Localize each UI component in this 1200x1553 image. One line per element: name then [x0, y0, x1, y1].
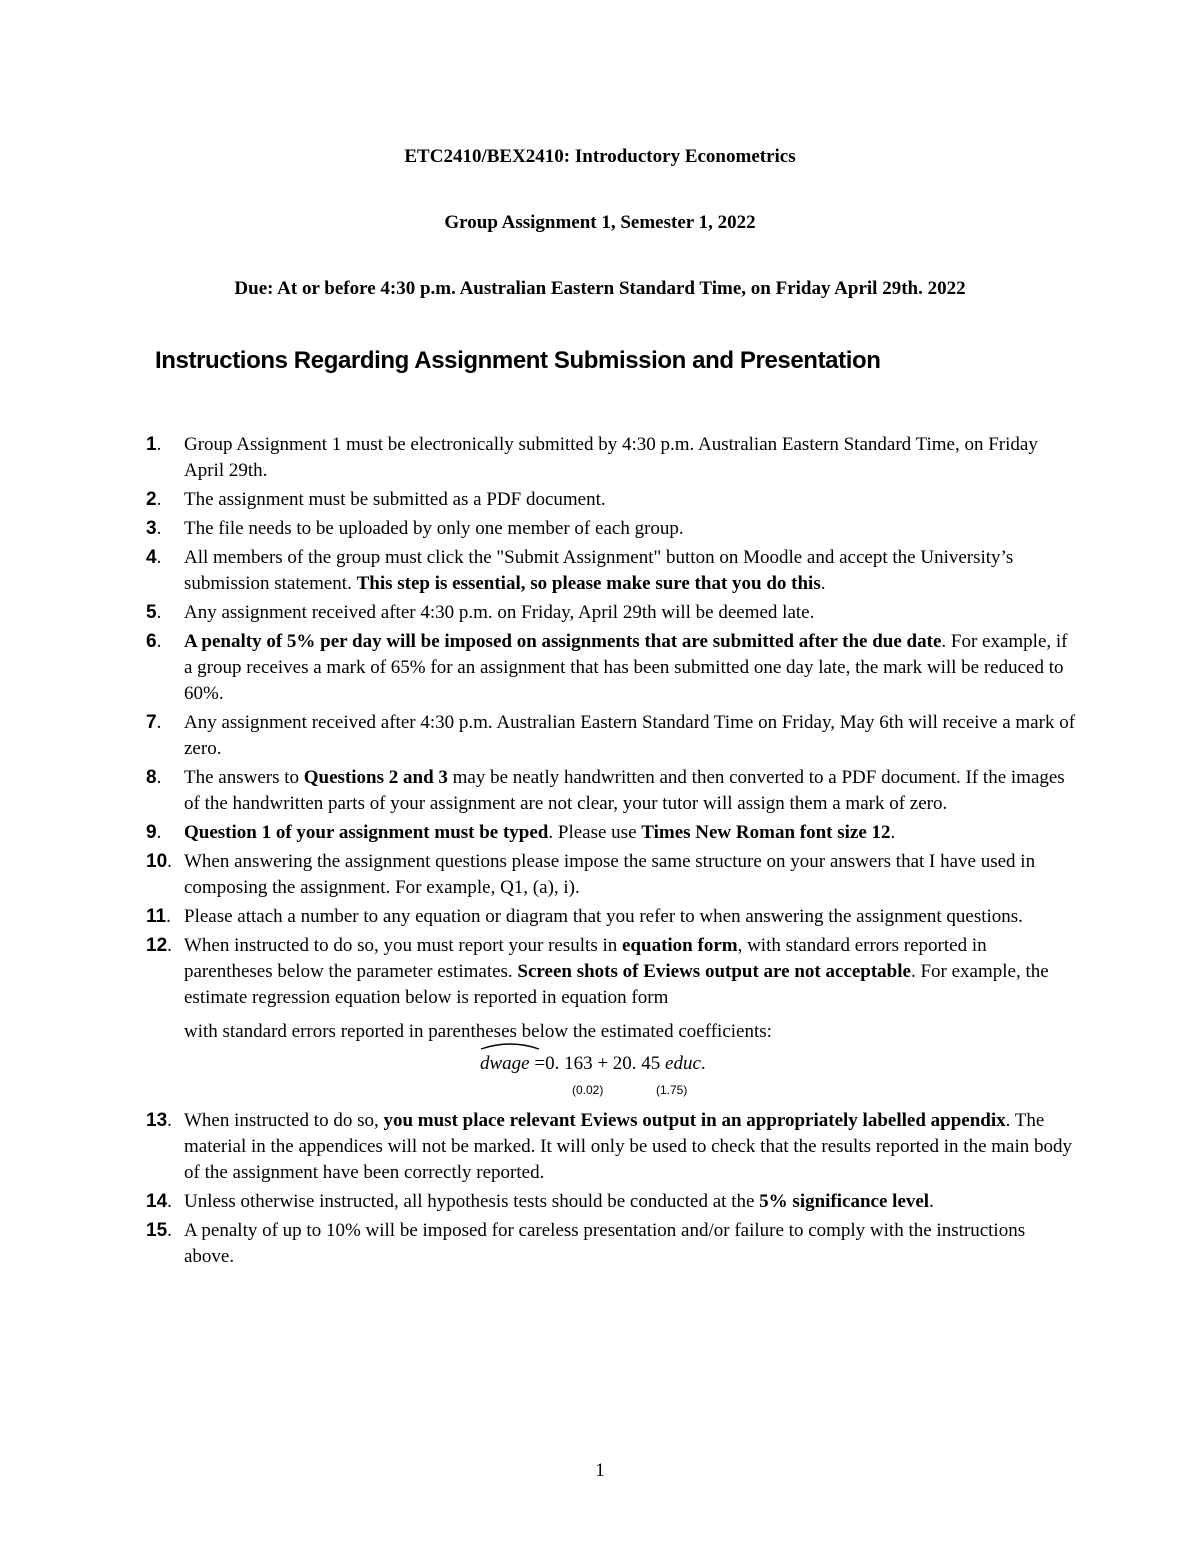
list-item	[146, 432, 1076, 484]
item-number: 4 .	[146, 545, 161, 571]
list-item	[146, 849, 1076, 901]
item-number: 12 .	[146, 933, 172, 959]
item-number: 1 .	[146, 432, 161, 458]
assignment-title: Group Assignment 1, Semester 1, 2022	[444, 212, 756, 233]
body-text: . For example, if a group receives a mark of 65% for an assignment that has been submitted one day late, the mark will be reduced to 60%.	[184, 631, 1068, 704]
body-text: The answers to	[184, 767, 304, 788]
item-text	[184, 1191, 934, 1212]
emphasis-text: 5% significance level	[759, 1191, 930, 1212]
emphasis-text: Screen shots of Eviews output are not acceptable	[517, 961, 911, 982]
equation-coefficient: 20. 45	[612, 1053, 666, 1074]
item-continuation: with standard errors reported in parentheses below the estimated coefficients:	[184, 1021, 772, 1042]
item-text	[184, 434, 1038, 481]
body-text: . For example, the estimate regression equation below is reported in equation form	[184, 961, 1049, 1008]
body-text: Any assignment received after 4:30 p.m. Australian Eastern Standard Time on Friday, May 6th will receive a mark of zero.	[184, 712, 1076, 759]
equation-intercept: =0. 163 +	[534, 1053, 613, 1074]
item-number: 11 .	[146, 904, 171, 930]
body-text: , with standard errors reported in parentheses below the parameter estimates.	[184, 935, 987, 982]
course-title: ETC2410/BEX2410: Introductory Econometrics	[404, 146, 796, 167]
standard-error-educ: (1.75)	[656, 1083, 688, 1097]
item-text	[184, 602, 814, 623]
item-number: 13 .	[146, 1108, 172, 1134]
instructions-heading: Instructions Regarding Assignment Submission and Presentation	[155, 347, 881, 374]
body-text: When answering the assignment questions please impose the same structure on your answers that I have used in composing the assignment. For example, Q1, (a), i).	[184, 851, 1036, 898]
page-number: 1	[595, 1460, 605, 1481]
body-text: . Please use	[548, 822, 642, 843]
emphasis-text: equation form	[622, 935, 738, 956]
item-text	[184, 518, 684, 539]
item-number: 14 .	[146, 1189, 172, 1215]
item-text	[184, 851, 1035, 898]
emphasis-text: A penalty of 5% per day will be imposed on assignments that are submitted after the due date	[184, 631, 942, 652]
emphasis-text: Question 1 of your assignment must be typed	[184, 822, 549, 843]
body-text: A penalty of up to 10% will be imposed for careless presentation and/or failure to comply with the instructions above.	[184, 1220, 1026, 1267]
lhs-variable: dwage	[480, 1053, 530, 1074]
emphasis-text: This step is essential, so please make sure that you do this	[356, 573, 821, 594]
body-text: .	[929, 1191, 934, 1212]
item-number: 10 .	[146, 849, 172, 875]
emphasis-text: Questions 2 and 3	[303, 767, 448, 788]
list-item	[146, 1189, 1076, 1215]
body-text: .	[890, 822, 896, 843]
body-text: The assignment must be submitted as a PDF document.	[184, 489, 606, 510]
body-text: All members of the group must click the "Submit Assignment" button on Moodle and accept the University’s submission statement.	[184, 547, 1014, 594]
body-text: Group Assignment 1 must be electronically submitted by 4:30 p.m. Australian Eastern Standard Time, on Friday April 29th.	[184, 434, 1038, 481]
hat-accent	[480, 1041, 540, 1051]
item-number: 8 .	[146, 765, 161, 791]
list-item	[146, 820, 1076, 846]
item-text	[184, 547, 1013, 594]
body-text: Unless otherwise instructed, all hypothesis tests should be conducted at the	[184, 1191, 760, 1212]
body-text: .	[820, 573, 826, 594]
list-item	[146, 1218, 1076, 1270]
item-text	[184, 1110, 1072, 1183]
item-text	[184, 712, 1075, 759]
example-equation	[184, 1049, 1076, 1105]
list-item	[146, 629, 1076, 707]
list-item	[146, 600, 1076, 626]
item-text	[184, 489, 606, 510]
item-text	[184, 822, 895, 843]
emphasis-text: Times New Roman font size 12	[641, 822, 891, 843]
equation-lhs	[480, 1051, 530, 1077]
body-text: may be neatly handwritten and then converted to a PDF document. If the images of the handwritten parts of your assignment are not clear, your tutor will assign them a mark of zero.	[184, 767, 1065, 814]
item-number: 6 .	[146, 629, 161, 655]
body-text: When instructed to do so,	[184, 1110, 384, 1131]
item-text	[184, 767, 1065, 814]
list-item	[146, 710, 1076, 762]
list-item	[146, 545, 1076, 597]
standard-error-intercept: (0.02)	[572, 1083, 604, 1097]
body-text: The file needs to be uploaded by only one member of each group.	[184, 518, 684, 539]
item-text	[184, 906, 1023, 927]
item-text	[184, 631, 1068, 704]
equation-line	[480, 1051, 706, 1077]
body-text: Any assignment received after 4:30 p.m. on Friday, April 29th will be deemed late.	[184, 602, 815, 623]
list-item	[146, 933, 1076, 1105]
due-date: Due: At or before 4:30 p.m. Australian Eastern Standard Time, on Friday April 29th. 2022	[234, 278, 966, 299]
body-text: Please attach a number to any equation or diagram that you refer to when answering the assignment questions.	[184, 906, 1023, 927]
equation-regressor: educ	[665, 1053, 701, 1074]
body-text: . The material in the appendices will not be marked. It will only be used to check that the results reported in the main body of the assignment have been correctly reported.	[184, 1110, 1072, 1183]
equation-end: .	[700, 1053, 706, 1074]
item-number: 9 .	[146, 820, 161, 846]
item-number: 7 .	[146, 710, 161, 736]
list-item	[146, 516, 1076, 542]
body-text: When instructed to do so, you must report your results in	[184, 935, 622, 956]
item-number: 15 .	[146, 1218, 172, 1244]
item-text	[184, 935, 1049, 1008]
instructions-list	[146, 432, 1076, 1273]
list-item	[146, 904, 1076, 930]
emphasis-text: you must place relevant Eviews output in an appropriately labelled appendix	[383, 1110, 1006, 1131]
list-item	[146, 765, 1076, 817]
item-number: 5 .	[146, 600, 161, 626]
list-item	[146, 487, 1076, 513]
item-number: 3 .	[146, 516, 161, 542]
item-text	[184, 1220, 1025, 1267]
list-item	[146, 1108, 1076, 1186]
item-number: 2 .	[146, 487, 161, 513]
